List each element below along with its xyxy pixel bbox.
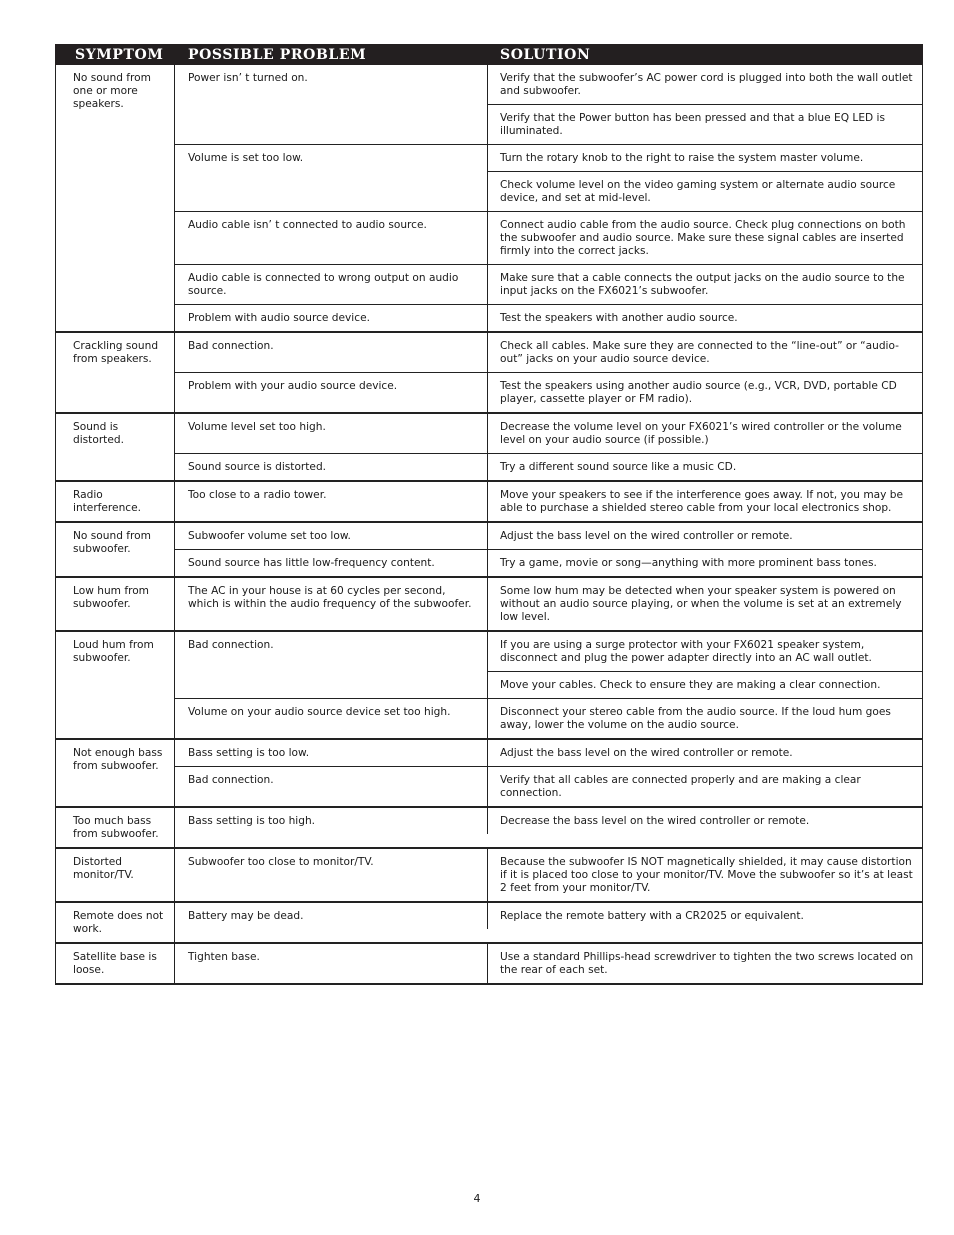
problem-cell: Subwoofer volume set too low. (175, 523, 488, 549)
solution-list (488, 550, 922, 576)
solution-list (488, 632, 922, 698)
problem-cell: Problem with audio source device. (175, 305, 488, 331)
solution-cell: Verify that the Power button has been pressed and that a blue EQ LED is illuminated. (500, 112, 885, 137)
solution-cell: Adjust the bass level on the wired controller or remote. (500, 747, 793, 759)
problem-cell: Subwoofer too close to monitor/TV. (175, 849, 488, 901)
problem-rows (175, 632, 922, 738)
table-row (175, 265, 922, 305)
symptom-cell: Crackling sound from speakers. (56, 333, 175, 412)
table-row (175, 65, 922, 145)
problem-cell: Battery may be dead. (175, 903, 488, 929)
symptom-group (55, 903, 923, 944)
symptom-cell: Remote does not work. (56, 903, 175, 942)
problem-rows (175, 65, 922, 331)
table-row (175, 767, 922, 806)
solution-list (488, 944, 922, 983)
problem-cell: Audio cable isn’ t connected to audio source. (175, 212, 488, 264)
solution-list (488, 767, 922, 806)
solution-list (488, 482, 922, 521)
table-row (175, 849, 922, 901)
problem-rows (175, 740, 922, 806)
table-row (175, 632, 922, 699)
table-row (175, 699, 922, 738)
solution-cell: Turn the rotary knob to the right to raise the system master volume. (488, 145, 922, 172)
solution-list (488, 373, 922, 412)
table-row (175, 414, 922, 454)
problem-cell: Bass setting is too low. (175, 740, 488, 766)
problem-rows (175, 849, 922, 901)
solution-list (488, 145, 922, 211)
problem-cell: Bass setting is too high. (175, 808, 488, 834)
symptom-group (55, 944, 923, 985)
problem-rows (175, 808, 922, 847)
symptom-group (55, 808, 923, 849)
problem-cell: Volume is set too low. (175, 145, 488, 211)
solution-cell: Some low hum may be detected when your speaker system is powered on without an audio source playing, or when the volume is set at an extremely low level. (500, 585, 902, 623)
symptom-cell: Not enough bass from subwoofer. (56, 740, 175, 806)
solution-list (488, 414, 922, 453)
solution-cell: Use a standard Phillips-head screwdriver to tighten the two screws located on the rear of each set. (500, 951, 914, 976)
symptom-cell: Satellite base is loose. (56, 944, 175, 983)
symptom-cell: Loud hum from subwoofer. (56, 632, 175, 738)
problem-cell: Sound source has little low-frequency content. (175, 550, 488, 576)
table-row (175, 944, 922, 983)
solution-cell: Test the speakers using another audio source (e.g., VCR, DVD, portable CD player, cassette player or FM radio). (500, 380, 897, 405)
symptom-cell: Sound is distorted. (56, 414, 175, 480)
table-row (175, 740, 922, 767)
table-row (175, 212, 922, 265)
solution-list (488, 333, 922, 372)
symptom-cell: Distorted monitor/TV. (56, 849, 175, 901)
solution-list (488, 740, 922, 766)
problem-cell: Audio cable is connected to wrong output on audio source. (175, 265, 488, 304)
problem-cell: Volume on your audio source device set too high. (175, 699, 488, 738)
problem-cell: Too close to a radio tower. (175, 482, 488, 521)
symptom-group (55, 414, 923, 482)
table-row (175, 550, 922, 576)
solution-list (488, 808, 922, 834)
problem-cell: Volume level set too high. (175, 414, 488, 453)
header-symptom: SYMPTOM (75, 46, 164, 63)
problem-cell: Bad connection. (175, 767, 488, 806)
solution-list (488, 523, 922, 549)
table-row (175, 373, 922, 412)
solution-cell: Decrease the volume level on your FX6021’s wired controller or the volume level on your audio source (if possible.) (500, 421, 902, 446)
troubleshooting-table (55, 44, 923, 985)
table-header (55, 44, 923, 65)
problem-rows (175, 482, 922, 521)
problem-rows (175, 944, 922, 983)
symptom-group (55, 482, 923, 523)
table-row (175, 903, 922, 929)
solution-cell: If you are using a surge protector with your FX6021 speaker system, disconnect and plug the power adapter directly into an AC wall outlet. (488, 632, 922, 672)
header-solution: SOLUTION (500, 46, 591, 63)
solution-cell: Verify that all cables are connected properly and are making a clear connection. (500, 774, 861, 799)
problem-cell: Sound source is distorted. (175, 454, 488, 480)
symptom-group (55, 523, 923, 578)
solution-cell: Decrease the bass level on the wired controller or remote. (500, 815, 810, 827)
solution-cell: Try a game, movie or song—anything with more prominent bass tones. (500, 557, 877, 569)
solution-cell: Replace the remote battery with a CR2025 or equivalent. (500, 910, 804, 922)
problem-rows (175, 903, 922, 942)
solution-cell: Make sure that a cable connects the output jacks on the audio source to the input jacks on the FX6021’s subwoofer. (500, 272, 905, 297)
solution-list (488, 578, 922, 630)
table-row (175, 578, 922, 630)
solution-cell: Move your speakers to see if the interference goes away. If not, you may be able to purchase a shielded stereo cable from your local electronics shop. (500, 489, 904, 514)
symptom-cell: Low hum from subwoofer. (56, 578, 175, 630)
problem-cell: The AC in your house is at 60 cycles per second, which is within the audio frequency of the subwoofer. (175, 578, 488, 630)
symptom-group (55, 632, 923, 740)
symptom-group (55, 578, 923, 632)
symptom-group (55, 333, 923, 414)
problem-rows (175, 523, 922, 576)
page-number: 4 (473, 1192, 481, 1205)
symptom-cell: Too much bass from subwoofer. (56, 808, 175, 847)
solution-cell: Move your cables. Check to ensure they are making a clear connection. (500, 679, 881, 691)
header-possible-problem: POSSIBLE PROBLEM (188, 46, 367, 63)
problem-rows (175, 578, 922, 630)
solution-list (488, 699, 922, 738)
problem-rows (175, 414, 922, 480)
solution-cell: Adjust the bass level on the wired controller or remote. (500, 530, 793, 542)
symptom-cell: Radio interference. (56, 482, 175, 521)
solution-list (488, 454, 922, 480)
table-row (175, 482, 922, 521)
problem-cell: Problem with your audio source device. (175, 373, 488, 412)
solution-cell: Verify that the subwoofer’s AC power cord is plugged into both the wall outlet and subwoofer. (488, 65, 922, 105)
solution-cell: Connect audio cable from the audio source. Check plug connections on both the subwoofer and audio source. Make sure these signal cables are inserted firmly into the correct jacks. (500, 219, 906, 257)
symptom-group (55, 65, 923, 333)
problem-cell: Power isn’ t turned on. (175, 65, 488, 144)
solution-cell: Disconnect your stereo cable from the audio source. If the loud hum goes away, lower the volume on the audio source. (500, 706, 891, 731)
symptom-group (55, 849, 923, 903)
solution-list (488, 305, 922, 331)
solution-cell: Check all cables. Make sure they are connected to the “line-out” or “audio-out” jacks on your audio source device. (500, 340, 899, 365)
table-row (175, 145, 922, 212)
solution-list (488, 265, 922, 304)
solution-cell: Check volume level on the video gaming system or alternate audio source device, and set at mid-level. (500, 179, 896, 204)
solution-list (488, 849, 922, 901)
table-row (175, 454, 922, 480)
problem-cell: Tighten base. (175, 944, 488, 983)
symptom-cell: No sound from subwoofer. (56, 523, 175, 576)
solution-cell: Test the speakers with another audio source. (500, 312, 738, 324)
problem-rows (175, 333, 922, 412)
solution-list (488, 903, 922, 929)
table-row (175, 523, 922, 550)
symptom-cell: No sound from one or more speakers. (56, 65, 175, 331)
table-row (175, 305, 922, 331)
symptom-group (55, 740, 923, 808)
problem-cell: Bad connection. (175, 333, 488, 372)
table-body (55, 65, 923, 985)
solution-list (488, 212, 922, 264)
problem-cell: Bad connection. (175, 632, 488, 698)
solution-cell: Because the subwoofer IS NOT magnetically shielded, it may cause distortion if it is placed too close to your monitor/TV. Move the subwoofer so it’s at least 2 feet from your monitor/TV. (500, 856, 913, 894)
solution-list (488, 65, 922, 144)
solution-cell: Try a different sound source like a music CD. (500, 461, 737, 473)
table-row (175, 808, 922, 834)
table-row (175, 333, 922, 373)
